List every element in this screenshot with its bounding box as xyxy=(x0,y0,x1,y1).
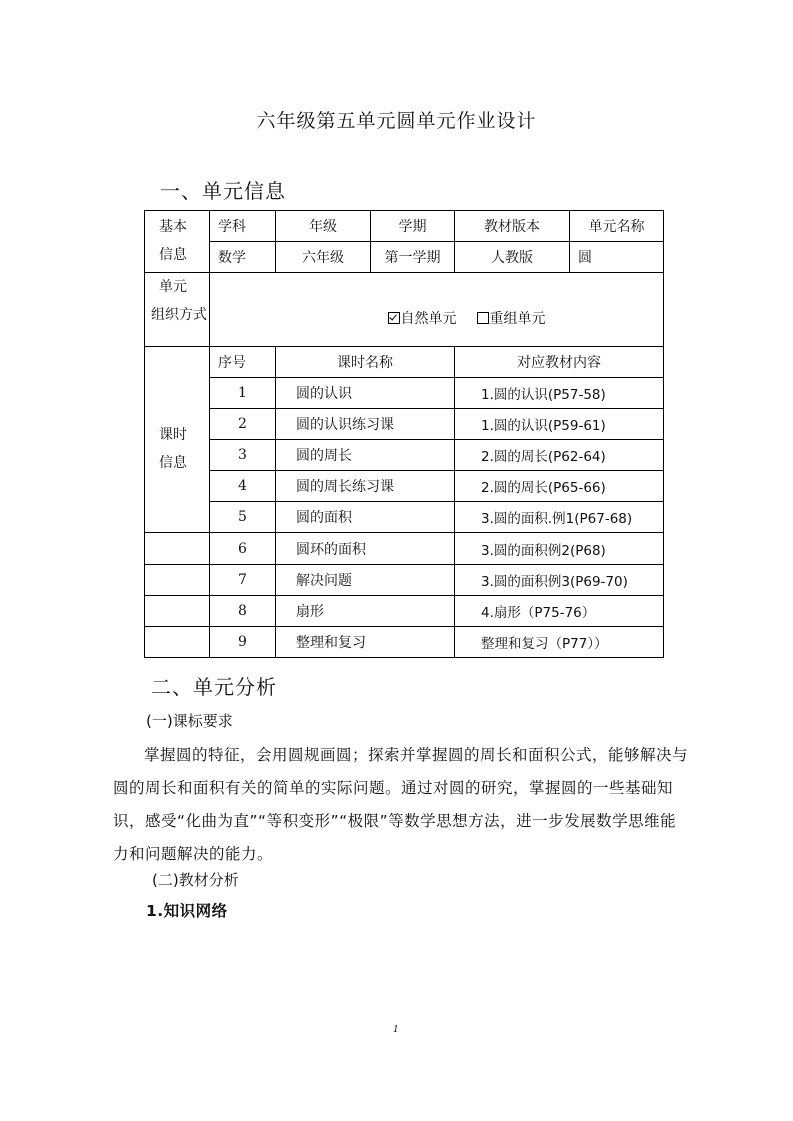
basic-info-label xyxy=(145,211,210,273)
lesson-content: 2.圆的周长(P65-66) xyxy=(455,471,664,502)
checked-box-icon[interactable] xyxy=(388,312,400,324)
value-grade: 六年级 xyxy=(276,242,371,273)
header-textbook: 教材版本 xyxy=(455,211,570,242)
lesson-name: 圆的认识 xyxy=(276,378,455,409)
empty-label-cell xyxy=(145,596,210,627)
lesson-name: 扇形 xyxy=(276,596,455,627)
lesson-no: 8 xyxy=(210,596,276,627)
value-semester: 第一学期 xyxy=(371,242,455,273)
lesson-content: 4.扇形（P75-76） xyxy=(455,596,664,627)
lesson-content: 1.圆的认识(P57-58) xyxy=(455,378,664,409)
unchecked-box-icon[interactable] xyxy=(477,312,489,324)
section-heading-unit-info: 一、单元信息 xyxy=(160,179,286,203)
lesson-no: 1 xyxy=(210,378,276,409)
lesson-content: 整理和复习（P77）） xyxy=(455,627,664,658)
table-row xyxy=(145,378,664,409)
page-number: 1 xyxy=(393,1025,399,1035)
header-semester: 学期 xyxy=(371,211,455,242)
regroup-unit-label: 重组单元 xyxy=(489,310,546,327)
lesson-no: 6 xyxy=(210,533,276,565)
lesson-no: 2 xyxy=(210,409,276,440)
lesson-content: 3.圆的面积.例1(P67-68) xyxy=(455,502,664,533)
lesson-name: 圆的面积 xyxy=(276,502,455,533)
knowledge-network-heading: 1.知识网络 xyxy=(146,902,228,920)
value-unit-name: 圆 xyxy=(570,242,664,273)
section-heading-unit-analysis: 二、单元分析 xyxy=(151,675,277,699)
natural-unit-option[interactable] xyxy=(388,308,457,328)
organization-label xyxy=(145,273,210,347)
org-label-line1: 单元 xyxy=(159,279,187,295)
lesson-no: 4 xyxy=(210,471,276,502)
table-row xyxy=(145,627,664,658)
header-grade: 年级 xyxy=(276,211,371,242)
lesson-content: 2.圆的周长(P62-64) xyxy=(455,440,664,471)
subheading-curriculum-standard: (一)课标要求 xyxy=(146,712,233,730)
lesson-no: 3 xyxy=(210,440,276,471)
lesson-name: 整理和复习 xyxy=(276,627,455,658)
lesson-content: 1.圆的认识(P59-61) xyxy=(455,409,664,440)
lesson-content: 3.圆的面积例3(P69-70) xyxy=(455,565,664,596)
empty-label-cell xyxy=(145,627,210,658)
basic-label-line1: 基本 xyxy=(159,219,187,235)
subheading-textbook-analysis: (二)教材分析 xyxy=(152,871,239,889)
lesson-label-line1: 课时 xyxy=(159,426,187,443)
lesson-no: 9 xyxy=(210,627,276,658)
regroup-unit-option[interactable] xyxy=(477,308,546,328)
table-row xyxy=(145,409,664,440)
header-lesson-name: 课时名称 xyxy=(276,347,455,378)
table-row xyxy=(145,471,664,502)
basic-label-line2: 信息 xyxy=(159,247,187,263)
document-title: 六年级第五单元圆单元作业设计 xyxy=(256,110,537,132)
lesson-no: 7 xyxy=(210,565,276,596)
header-lesson-no: 序号 xyxy=(210,347,276,378)
header-unit-name: 单元名称 xyxy=(570,211,664,242)
value-textbook: 人教版 xyxy=(455,242,570,273)
header-subject: 学科 xyxy=(210,211,276,242)
lesson-content: 3.圆的面积例2(P68) xyxy=(455,533,664,565)
lesson-name: 圆的周长练习课 xyxy=(276,471,455,502)
curriculum-standard-paragraph: 掌握圆的特征，会用圆规画圆；探索并掌握圆的周长和面积公式，能够解决与圆的周长和面积有关的简单的实际问题。通过对圆的研究，掌握圆的一些基础知识，感受“化曲为直”“等积变形”“极限”等数学思想方法，进一步发展数学思维能力和问题解决的能力。 xyxy=(113,746,689,863)
lesson-name: 圆环的面积 xyxy=(276,533,455,565)
table-row xyxy=(145,565,664,596)
value-subject: 数学 xyxy=(210,242,276,273)
lesson-name: 圆的周长 xyxy=(276,440,455,471)
organization-options xyxy=(210,273,664,347)
empty-label-cell xyxy=(145,565,210,596)
table-row xyxy=(145,502,664,533)
lesson-label-line2: 信息 xyxy=(159,454,187,471)
header-lesson-content: 对应教材内容 xyxy=(455,347,664,378)
empty-label-cell xyxy=(145,533,210,565)
lesson-name: 圆的认识练习课 xyxy=(276,409,455,440)
unit-info-table xyxy=(144,210,664,658)
natural-unit-label: 自然单元 xyxy=(400,310,457,327)
lesson-info-label xyxy=(145,347,210,533)
lesson-no: 5 xyxy=(210,502,276,533)
org-label-line2: 组织方式 xyxy=(151,307,207,323)
table-row xyxy=(145,440,664,471)
table-row xyxy=(145,596,664,627)
lesson-name: 解决问题 xyxy=(276,565,455,596)
table-row xyxy=(145,533,664,565)
